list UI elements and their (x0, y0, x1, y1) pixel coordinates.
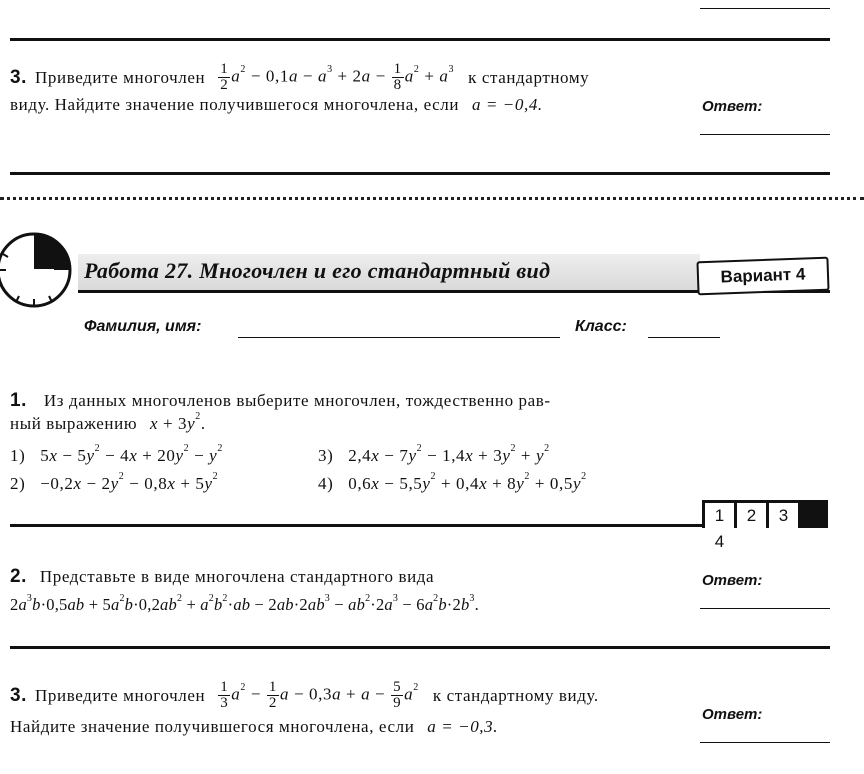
task2-answer-label: Ответ: (702, 572, 763, 589)
prev-task3-line2: виду. Найдите значение получившегося многочлена, если (10, 95, 460, 114)
task3-text-post: к стандартному виду. (432, 685, 599, 705)
task3-answer-field[interactable] (700, 742, 830, 743)
prev-task3-number: 3. (10, 66, 28, 88)
divider-prev-end (10, 172, 830, 175)
prev-answer-line-top (700, 8, 830, 9)
task1-option-4[interactable]: 4) $0,6x - 5,5y^2 + 0,4x + 8y^2 + 0,5y^2$ (318, 471, 587, 493)
task3-line2: Найдите значение получившегося многочлена, если (10, 717, 415, 736)
divider-task1 (10, 524, 702, 527)
name-label: Фамилия, имя: (84, 318, 202, 335)
prev-answer-label: Ответ: (702, 98, 763, 115)
task1-line1: Из данных многочленов выберите многочлен, тождественно рав- (43, 391, 551, 410)
variant-badge: Вариант 4 (696, 257, 829, 296)
task2-text: Представьте в виде многочлена стандартного вида (39, 567, 435, 586)
task3 (10, 680, 700, 737)
task1-option-2[interactable]: $2) -0,2x - 2y^2 - 0,8x + 5y^2$ (10, 471, 219, 493)
prev-task3-text-post: к стандартному (468, 67, 590, 87)
class-field[interactable] (648, 337, 720, 338)
choice-1[interactable]: 1 (705, 503, 734, 529)
task2-expression: $2a^3b\cdot 0,5ab + 5a^2b\cdot 0,2ab^2 + a^2b^2\cdot ab - 2ab\cdot 2ab^3 - ab^2\cdot 2a^3 - 6a^2b\cdot 2b^3$. (10, 592, 479, 614)
answer-choice-strip (702, 500, 828, 551)
page-title: Работа 27. Многочлен и его стандартный вид (84, 258, 551, 283)
task1-line2: ный выражению (10, 414, 138, 433)
choice-3[interactable]: 3 (769, 503, 798, 529)
divider-top (10, 38, 830, 41)
class-label: Класс: (575, 318, 627, 335)
task3-condition: a = −0,3. (427, 717, 499, 736)
name-field[interactable] (238, 337, 560, 338)
task1-option-3[interactable]: 3) $2,4x - 7y^2 - 1,4x + 3y^2 + y^2$ (318, 443, 550, 465)
divider-task2 (10, 646, 830, 649)
cut-line (0, 197, 864, 200)
choice-2[interactable]: 2 (737, 503, 766, 529)
task2-number: 2. (10, 566, 28, 587)
task1-target-expression: $x + 3y^2$. (149, 411, 206, 433)
task3-number: 3. (10, 684, 28, 706)
task3-text: Приведите многочлен (35, 685, 206, 705)
task3-answer-label: Ответ: (702, 706, 763, 723)
task2 (10, 566, 434, 588)
prev-answer-line (700, 134, 830, 135)
prev-task3-expression: $\frac{1}{2}$ $a^2 - 0,1a - a^3 + 2a$ − $\frac{1}{8}$ $a^2 + a^3$ (220, 61, 455, 93)
prev-task3 (10, 62, 700, 115)
task2-answer-field[interactable] (700, 608, 830, 609)
prev-task3-condition: a = −0,4. (471, 95, 543, 114)
task3-expression: $\frac{1}{3}$ $a^2$ − $\frac{1}{2}$ a − 0,3a + a − $\frac{5}{9}$ $a^2$ (220, 679, 419, 711)
timer-icon (0, 226, 78, 310)
task1 (10, 390, 700, 434)
choice-4[interactable]: 4 (705, 529, 734, 555)
prev-task3-text: Приведите многочлен (35, 67, 206, 87)
task1-number: 1. (10, 390, 28, 411)
task1-option-1[interactable]: 1) $5x - 5y^2 - 4x + 20y^2 - y^2$ (10, 443, 223, 465)
